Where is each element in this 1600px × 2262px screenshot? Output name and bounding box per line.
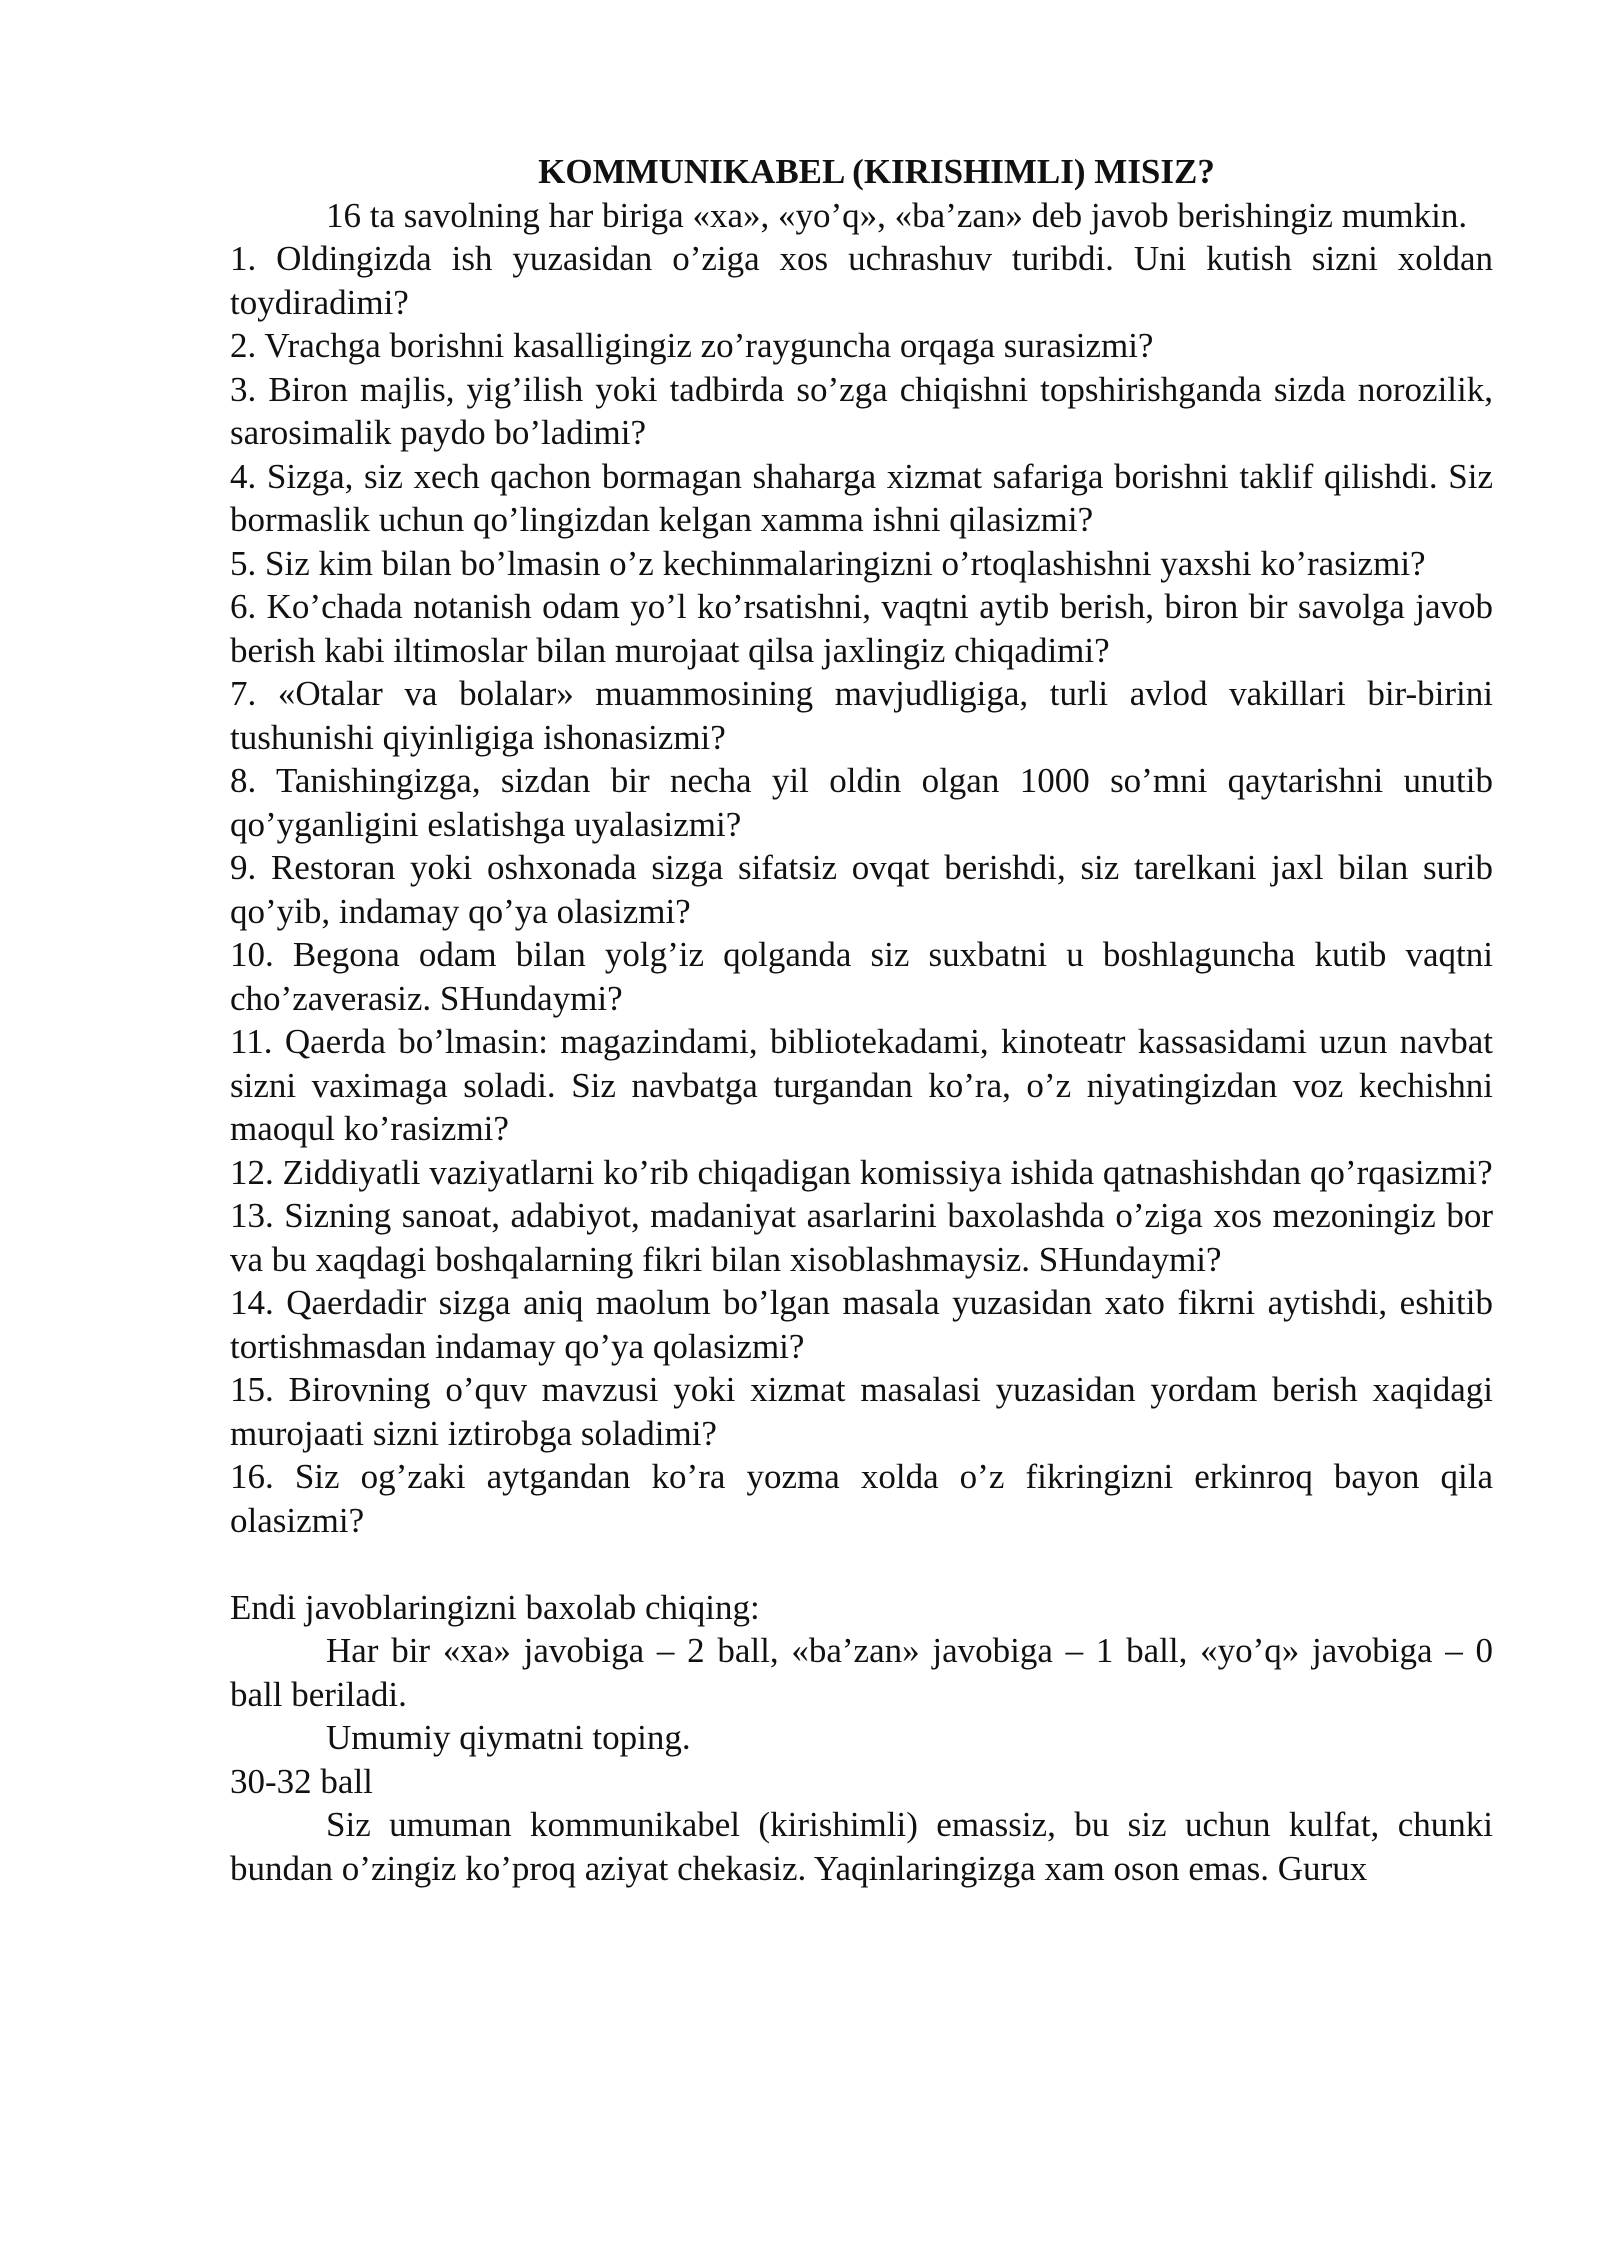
question-item: 5. Siz kim bilan bo’lmasin o’z kechinmalaringizni o’rtoqlashishni yaxshi ko’rasizmi? <box>230 543 1426 583</box>
score-range-label: 30-32 ball <box>230 1761 373 1801</box>
document-page <box>230 150 1493 1890</box>
question-item: 13. Sizning sanoat, adabiyot, madaniyat asarlarini baxolashda o’ziga xos mezoningiz bor va bu xaqdagi boshqalarning fikri bilan xisoblashmaysiz. SHundaymi? <box>230 1196 1493 1279</box>
question-list <box>230 237 1493 1542</box>
question-item: 2. Vrachga borishni kasalligingiz zo’rayguncha orqaga surasizmi? <box>230 326 1154 365</box>
scoring-section <box>230 1586 1493 1891</box>
question-item: 10. Begona odam bilan yolg’iz qolganda siz suxbatni u boshlaguncha kutib vaqtni cho’zaverasiz. SHundaymi? <box>230 935 1493 1018</box>
question-item: 6. Ko’chada notanish odam yo’l ko’rsatishni, vaqtni aytib berish, biron bir savolga javob berish kabi iltimoslar bilan murojaat qilsa jaxlingiz chiqadimi? <box>230 587 1493 670</box>
blank-line <box>230 1542 1493 1586</box>
question-item: 8. Tanishingizga, sizdan bir necha yil oldin olgan 1000 so’mni qaytarishni unutib qo’yganligini eslatishga uyalasizmi? <box>230 761 1493 844</box>
question-item: 14. Qaerdadir sizga aniq maolum bo’lgan masala yuzasidan xato fikrni aytishdi, eshitib tortishmasdan indamay qo’ya qolasizmi? <box>230 1283 1493 1366</box>
question-item: 7. «Otalar va bolalar» muammosining mavjudligiga, turli avlod vakillari bir-birini tushunishi qiyinligiga ishonasizmi? <box>230 674 1493 757</box>
question-item: 4. Sizga, siz xech qachon bormagan shaharga xizmat safariga borishni taklif qilishdi. Siz bormaslik uchun qo’lingizdan kelgan xamma ishni qilasizmi? <box>230 456 1493 539</box>
scoring-heading: Endi javoblaringizni baxolab chiqing: <box>230 1587 760 1627</box>
question-item: 11. Qaerda bo’lmasin: magazindami, bibliotekadami, kinoteatr kassasidami uzun navbat sizni vaximaga soladi. Siz navbatga turgandan ko’ra, o’z niyatingizdan voz kechishni maoqul ko’rasizmi? <box>230 1022 1493 1148</box>
score-range-text: Siz umuman kommunikabel (kirishimli) emassiz, bu siz uchun kulfat, chunki bundan o’zingiz ko’proq aziyat chekasiz. Yaqinlaringizga xam oson emas. Gurux <box>230 1805 1493 1888</box>
document-title: KOMMUNIKABEL (KIRISHIMLI) MISIZ? <box>538 152 1215 191</box>
question-item: 15. Birovning o’quv mavzusi yoki xizmat masalasi yuzasidan yordam berish xaqidagi murojaati sizni iztirobga soladimi? <box>230 1370 1493 1453</box>
question-item: 1. Oldingizda ish yuzasidan o’ziga xos uchrashuv turibdi. Uni kutish sizni xoldan toydiradimi? <box>230 239 1493 322</box>
question-item: 12. Ziddiyatli vaziyatlarni ko’rib chiqadigan komissiya ishida qatnashishdan qo’rqasizmi? <box>230 1152 1493 1192</box>
question-item: 3. Biron majlis, yig’ilish yoki tadbirda so’zga chiqishni topshirishganda sizda norozilik, sarosimalik paydo bo’ladimi? <box>230 369 1493 452</box>
question-item: 9. Restoran yoki oshxonada sizga sifatsiz ovqat berishdi, siz tarelkani jaxl bilan surib qo’yib, indamay qo’ya olasizmi? <box>230 848 1493 931</box>
intro-paragraph: 16 ta savolning har biriga «xa», «yo’q», «ba’zan» deb javob berishingiz mumkin. <box>326 195 1468 235</box>
scoring-instruction: Umumiy qiymatni toping. <box>326 1718 691 1757</box>
question-item: 16. Siz og’zaki aytgandan ko’ra yozma xolda o’z fikringizni erkinroq bayon qila olasizmi? <box>230 1457 1493 1540</box>
scoring-rule: Har bir «xa» javobiga – 2 ball, «ba’zan» javobiga – 1 ball, «yo’q» javobiga – 0 ball beriladi. <box>230 1631 1493 1714</box>
